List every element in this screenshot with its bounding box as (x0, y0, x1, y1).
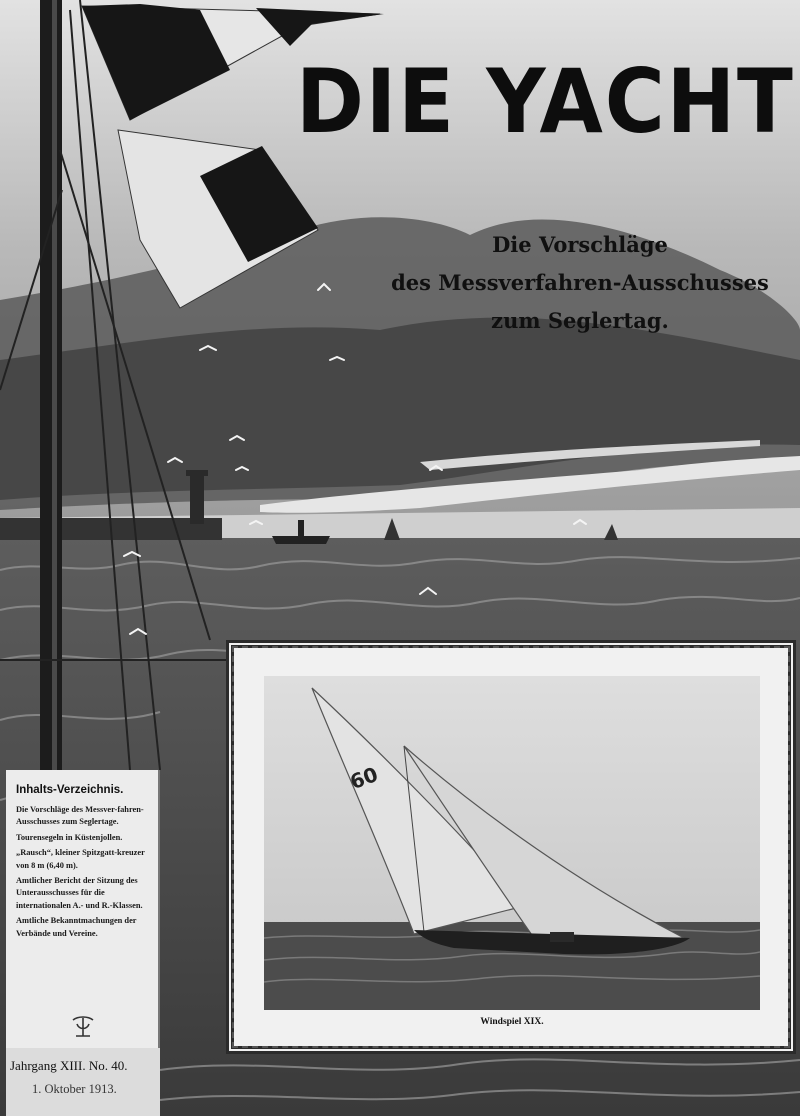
toc-entry-1: Die Vorschläge des Messver-fahren-Ausschusses zum Seglertage. (16, 805, 144, 827)
headline-line-2: des Messverfahren-Ausschusses (391, 270, 769, 295)
toc-entry-5: Amtliche Bekanntmachungen der Verbände und Vereine. (16, 916, 137, 938)
cover-headline (370, 226, 790, 340)
table-of-contents (6, 770, 160, 1116)
sail-number: 60 (346, 761, 382, 795)
toc-title: Inhalts-Verzeichnis. (16, 784, 124, 796)
toc-entry-2: Tourensegeln in Küstenjollen. (16, 832, 123, 842)
headline-line-3: zum Seglertag. (491, 308, 669, 333)
publisher-monogram-icon (70, 1016, 96, 1040)
photo-caption: Windspiel XIX. (480, 1017, 544, 1027)
photo-frame (226, 640, 796, 1054)
issue-date: 1. Oktober 1913. (32, 1082, 117, 1096)
masthead-title: DIE YACHT (296, 50, 795, 153)
toc-entry-3: „Rausch“, kleiner Spitzgatt-kreuzer von 8 m (6,40 m). (16, 848, 145, 870)
toc-entry-4: Amtlicher Bericht der Sitzung des Unterausschusses für die internationalen A.- und R.-Klassen. (16, 876, 143, 910)
issue-info (6, 1048, 160, 1116)
headline-line-1: Die Vorschläge (492, 232, 668, 257)
yacht-photograph (264, 676, 760, 1010)
issue-number: Jahrgang XIII. No. 40. (10, 1058, 128, 1073)
